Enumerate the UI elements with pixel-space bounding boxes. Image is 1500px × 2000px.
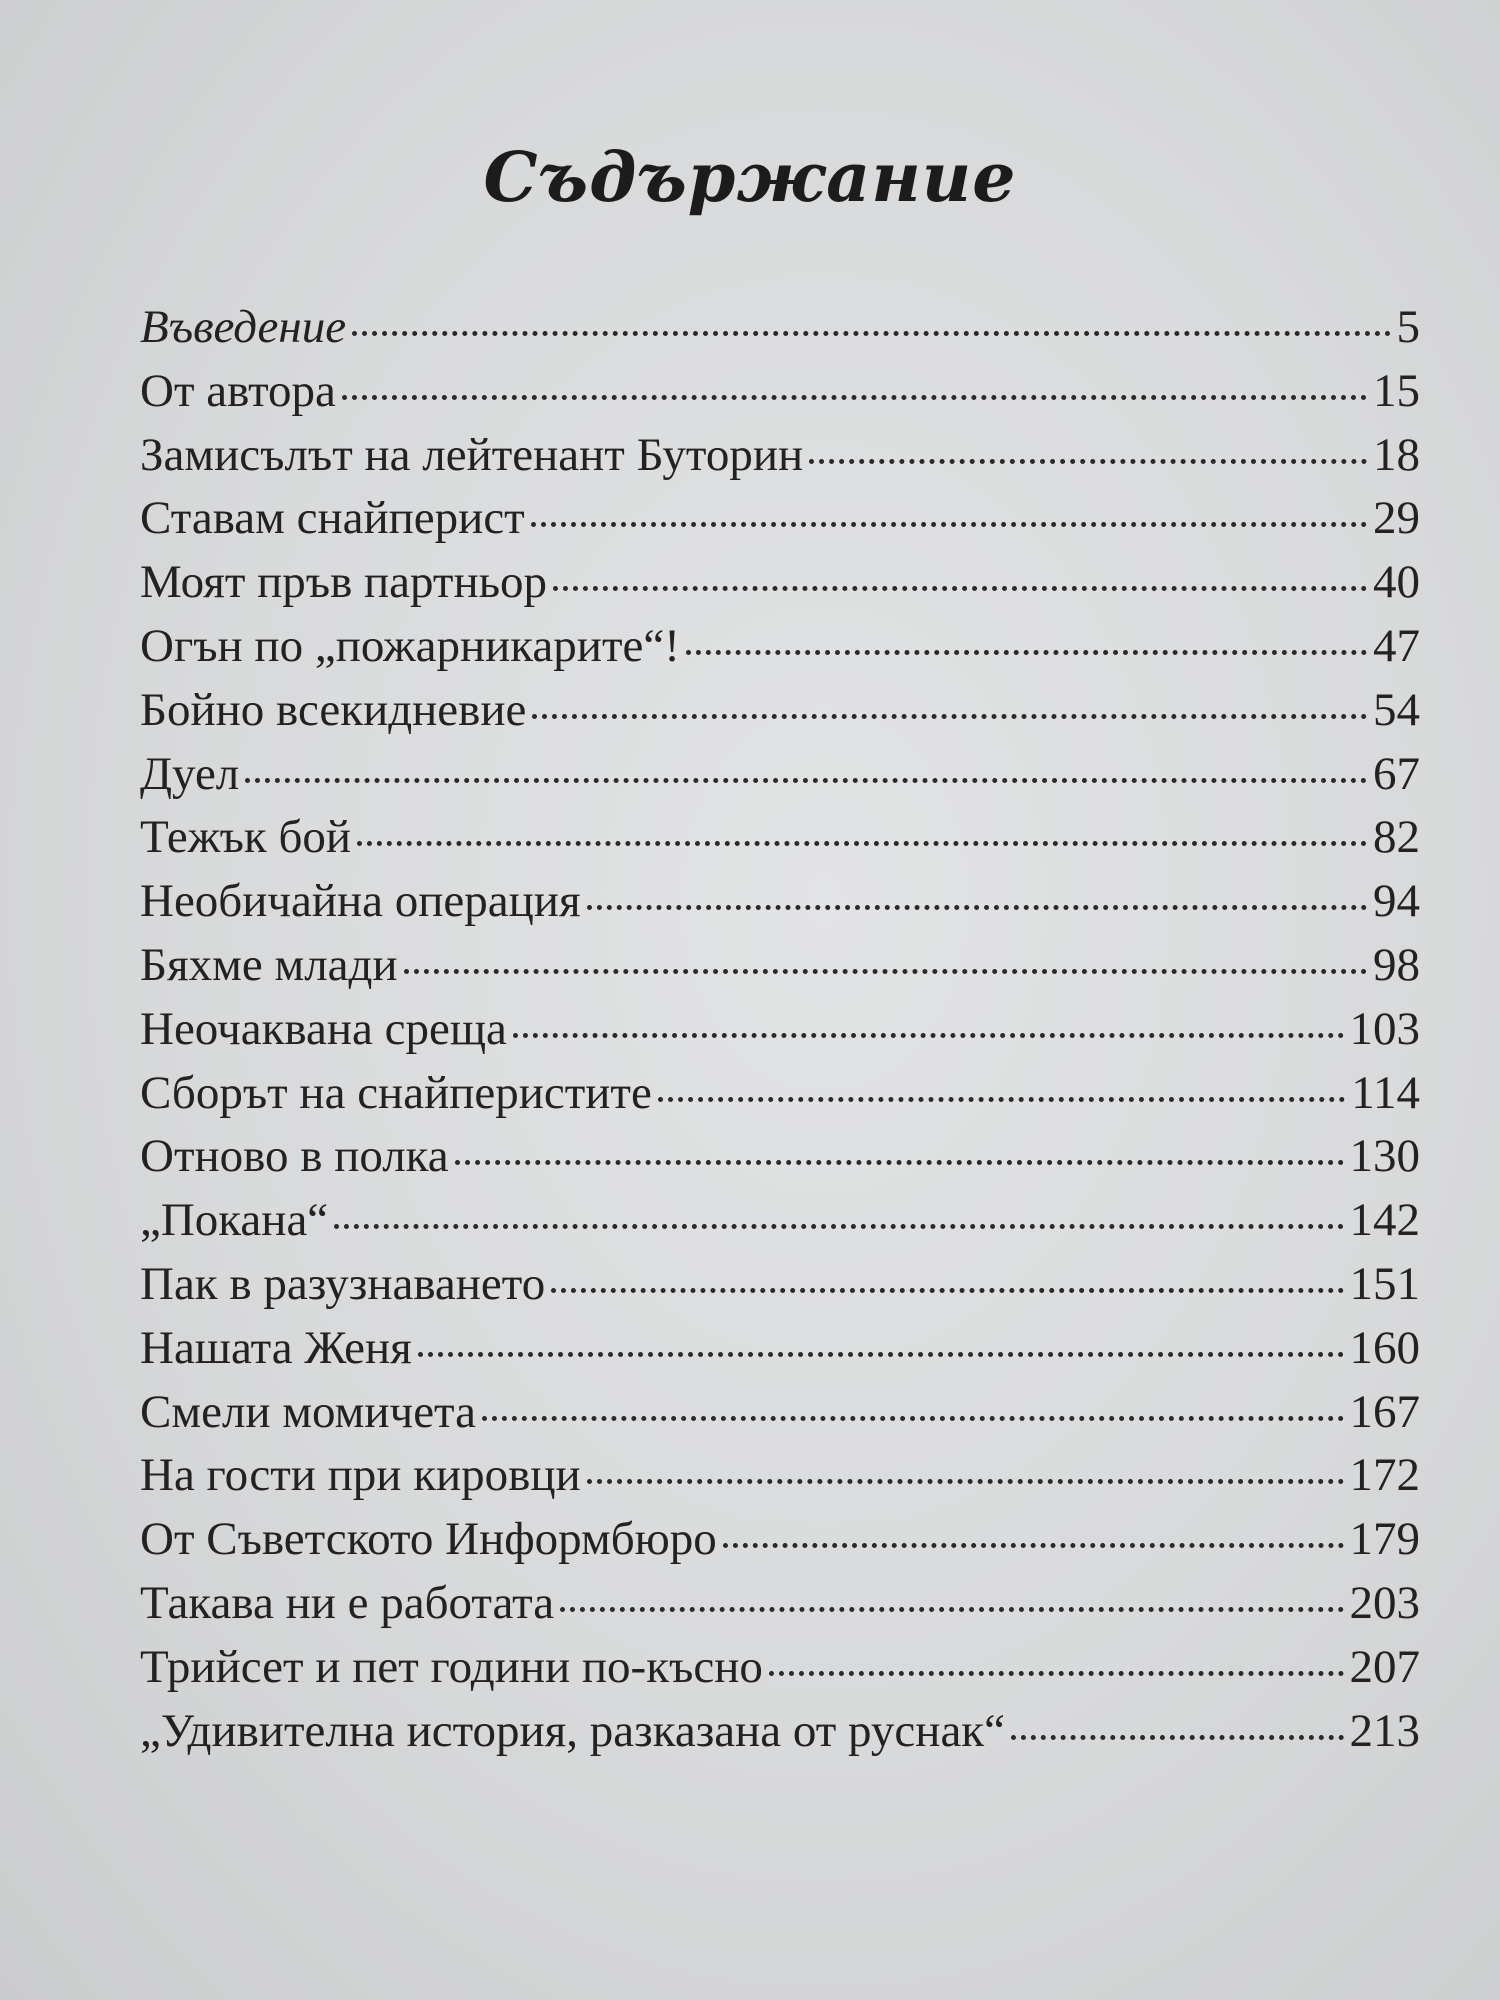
toc-entry-page: 47 (1373, 619, 1420, 672)
table-of-contents (140, 300, 1420, 1767)
toc-entry-page: 103 (1349, 1002, 1420, 1055)
toc-entry-title: Сборът на снайперистите (140, 1066, 652, 1119)
toc-entry-title: Бяхме млади (140, 938, 398, 991)
toc-entry-title: Моят пръв партньор (140, 556, 548, 609)
toc-entry (140, 810, 1420, 874)
toc-entry (140, 1002, 1420, 1066)
toc-entry (140, 1066, 1420, 1130)
toc-entry (140, 1385, 1420, 1449)
toc-entry-page: 54 (1373, 683, 1420, 736)
toc-entry-page: 82 (1373, 811, 1420, 864)
toc-entry-title: Тежък бой (140, 811, 352, 864)
toc-entry-title: От автора (140, 364, 336, 417)
dot-leader (404, 969, 1367, 974)
toc-entry (140, 1321, 1420, 1385)
toc-entry-title: От Съветското Информбюро (140, 1513, 717, 1566)
toc-entry-page: 15 (1373, 364, 1420, 417)
toc-entry-title: Отново в полка (140, 1130, 449, 1183)
toc-entry-title: Нашата Женя (140, 1321, 412, 1374)
toc-entry-title: Въведение (140, 301, 347, 353)
dot-leader (482, 1416, 1343, 1421)
toc-entry (140, 1448, 1420, 1512)
toc-entry-title: Огън по „пожарникарите“! (140, 619, 680, 672)
toc-entry-page: 67 (1373, 747, 1420, 800)
toc-entry (140, 1129, 1420, 1193)
toc-entry-title: Необичайна операция (140, 875, 581, 928)
dot-leader (455, 1160, 1344, 1165)
page-title: Съдържание (483, 138, 1017, 218)
dot-leader (418, 1352, 1344, 1357)
dot-leader (587, 905, 1367, 910)
dot-leader (587, 1479, 1344, 1484)
toc-entry (140, 874, 1420, 938)
dot-leader (342, 395, 1367, 400)
toc-entry-title: „Покана“ (140, 1194, 329, 1247)
toc-entry-title: Бойно всекидневие (140, 683, 527, 736)
toc-entry (140, 747, 1420, 811)
dot-leader (352, 331, 1390, 336)
dot-leader (245, 778, 1367, 783)
toc-entry-title: Дуел (140, 747, 240, 800)
dot-leader (723, 1543, 1344, 1548)
toc-entry (140, 1193, 1420, 1257)
dot-leader (334, 1224, 1343, 1229)
toc-entry-title: Неочаквана среща (140, 1002, 507, 1055)
toc-entry-title: „Удивителна история, разказана от руснак“ (140, 1704, 1006, 1757)
toc-entry (140, 364, 1420, 428)
toc-entry (140, 300, 1420, 364)
toc-entry-title: Трийсет и пет години по-късно (140, 1640, 763, 1693)
toc-entry-title: На гости при кировци (140, 1449, 581, 1502)
toc-entry (140, 1512, 1420, 1576)
toc-entry-page: 40 (1373, 556, 1420, 609)
toc-entry-page: 29 (1373, 492, 1420, 545)
dot-leader (769, 1671, 1344, 1676)
toc-entry (140, 1640, 1420, 1704)
dot-leader (553, 586, 1367, 591)
dot-leader (686, 650, 1367, 655)
toc-entry-page: 172 (1349, 1449, 1420, 1502)
toc-entry-page: 207 (1349, 1640, 1420, 1693)
toc-entry-page: 18 (1373, 428, 1420, 481)
toc-entry-page: 151 (1349, 1257, 1420, 1310)
dot-leader (809, 459, 1367, 464)
toc-entry (140, 491, 1420, 555)
toc-entry (140, 938, 1420, 1002)
dot-leader (531, 522, 1367, 527)
toc-entry-page: 98 (1373, 938, 1420, 991)
toc-entry-title: Ставам снайперист (140, 492, 525, 545)
toc-entry-page: 114 (1351, 1066, 1420, 1119)
toc-entry (140, 428, 1420, 492)
toc-entry (140, 1257, 1420, 1321)
toc-entry (140, 683, 1420, 747)
dot-leader (560, 1607, 1343, 1612)
toc-entry-page: 142 (1349, 1194, 1420, 1247)
toc-entry (140, 555, 1420, 619)
dot-leader (658, 1097, 1345, 1102)
toc-entry (140, 1704, 1420, 1768)
dot-leader (532, 714, 1367, 719)
toc-entry-page: 213 (1349, 1704, 1420, 1757)
toc-entry-page: 94 (1373, 875, 1420, 928)
toc-entry (140, 1576, 1420, 1640)
toc-entry-page: 130 (1349, 1130, 1420, 1183)
dot-leader (357, 841, 1367, 846)
toc-entry-page: 167 (1349, 1385, 1420, 1438)
toc-entry-title: Замисълът на лейтенант Буторин (140, 428, 804, 481)
dot-leader (513, 1033, 1344, 1038)
toc-entry-title: Пак в разузнаването (140, 1257, 546, 1310)
toc-entry-page: 203 (1349, 1576, 1420, 1629)
toc-entry-title: Смели момичета (140, 1385, 477, 1438)
toc-entry (140, 619, 1420, 683)
toc-entry-page: 160 (1349, 1321, 1420, 1374)
dot-leader (1011, 1735, 1343, 1740)
toc-entry-title: Такава ни е работата (140, 1576, 555, 1629)
toc-entry-page: 5 (1396, 301, 1420, 353)
dot-leader (551, 1288, 1343, 1293)
toc-entry-page: 179 (1349, 1513, 1420, 1566)
